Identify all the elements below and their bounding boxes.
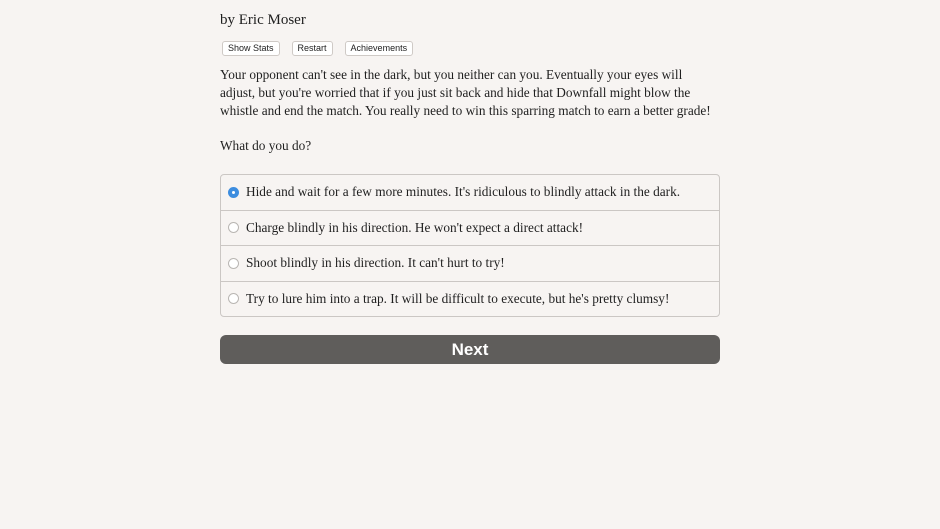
choice-label: Shoot blindly in his direction. It can't hurt to try! — [246, 255, 505, 271]
story-passage: Your opponent can't see in the dark, but you neither can you. Eventually your eyes will adjust, but you're worried that if you just sit back and hide that Downfall might blow the whistle and end the match. You really need to win this sparring match to earn a better grade! — [220, 67, 711, 118]
choice-option-3[interactable] — [221, 245, 719, 281]
choice-label: Try to lure him into a trap. It will be difficult to execute, but he's pretty clumsy! — [246, 290, 670, 306]
choice-label: Hide and wait for a few more minutes. It's ridiculous to blindly attack in the dark. — [246, 184, 681, 200]
choice-option-4[interactable] — [221, 281, 719, 317]
next-button[interactable]: Next — [220, 335, 720, 364]
choice-option-1[interactable] — [221, 175, 719, 210]
radio-unselected-icon[interactable] — [228, 258, 239, 269]
radio-unselected-icon[interactable] — [228, 222, 239, 233]
choice-list — [220, 174, 720, 317]
restart-button[interactable]: Restart — [292, 41, 333, 56]
choice-prompt: What do you do? — [220, 138, 312, 153]
achievements-button[interactable]: Achievements — [345, 41, 414, 56]
author-byline: by Eric Moser — [220, 12, 306, 28]
choice-label: Charge blindly in his direction. He won't expect a direct attack! — [246, 219, 584, 235]
radio-unselected-icon[interactable] — [228, 293, 239, 304]
show-stats-button[interactable]: Show Stats — [222, 41, 280, 56]
choice-option-2[interactable] — [221, 210, 719, 246]
toolbar — [222, 41, 413, 56]
radio-selected-icon[interactable] — [228, 187, 239, 198]
